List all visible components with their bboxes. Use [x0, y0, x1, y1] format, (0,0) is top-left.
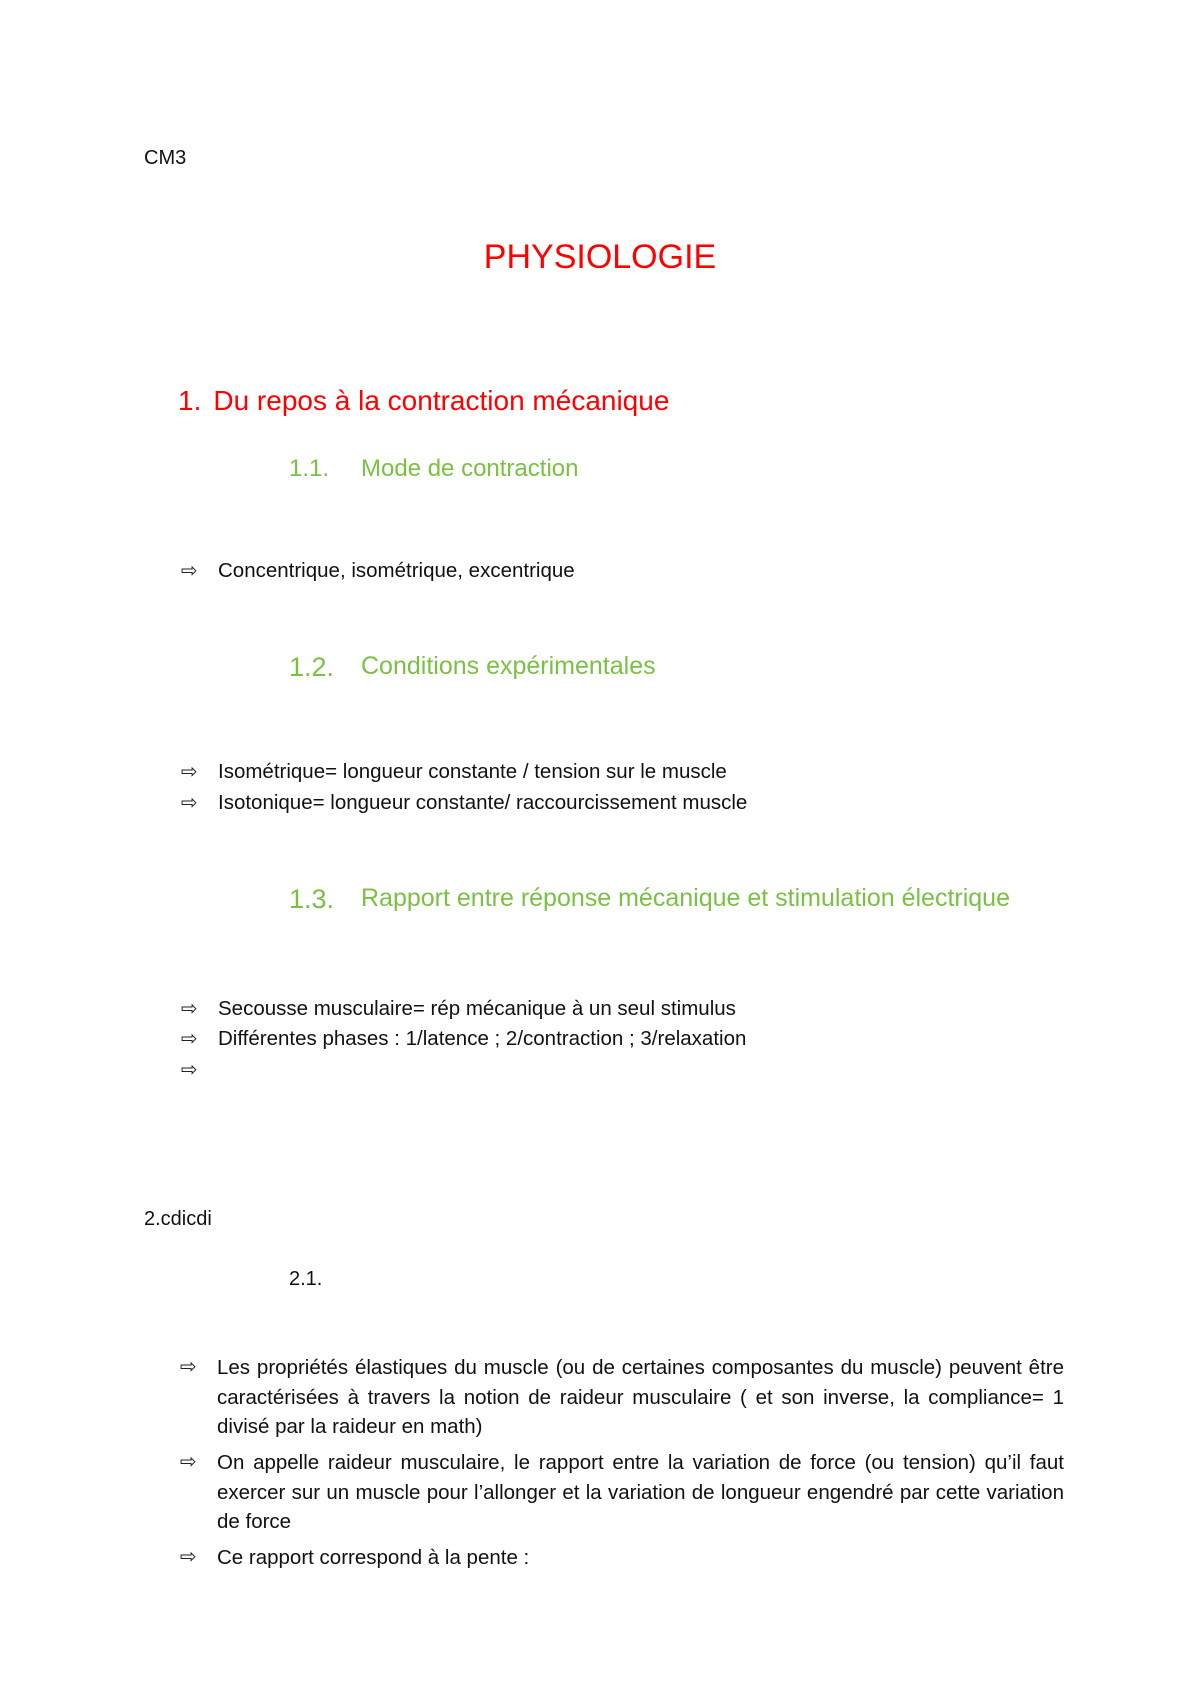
bullet-text: Concentrique, isométrique, excentrique	[218, 559, 575, 582]
arrow-icon: ⇨	[180, 1546, 197, 1568]
bullet-text: Différentes phases : 1/latence ; 2/contraction ; 3/relaxation	[218, 1027, 747, 1050]
subsection-title: Rapport entre réponse mécanique et stimulation électrique	[361, 884, 1010, 912]
paragraph-text: Les propriétés élastiques du muscle (ou de certaines composantes du muscle) peuvent être caractérisées à travers la notion de raideur musculaire ( et son inverse, la compliance= 1 divisé par la raideur en math)	[217, 1356, 1064, 1438]
bullet-text: Isométrique= longueur constante / tension sur le muscle	[218, 760, 727, 783]
subsection-title: Mode de contraction	[361, 455, 579, 482]
bullet-text: Secousse musculaire= rép mécanique à un seul stimulus	[218, 997, 736, 1020]
arrow-icon: ⇨	[180, 1451, 197, 1473]
bullet-text: Isotonique= longueur constante/ raccourcissement muscle	[218, 791, 748, 814]
document-title: PHYSIOLOGIE	[483, 238, 717, 276]
arrow-icon: ⇨	[180, 1356, 197, 1378]
course-code: CM3	[144, 147, 187, 169]
subsection-number: 1.3.	[289, 884, 335, 914]
arrow-icon: ⇨	[181, 1028, 198, 1050]
arrow-icon: ⇨	[181, 761, 198, 783]
subsection-number: 1.2.	[289, 652, 335, 682]
arrow-icon: ⇨	[181, 998, 198, 1020]
subsection-2-1-heading: 2.1.	[289, 1268, 323, 1290]
paragraph-text: On appelle raideur musculaire, le rapport entre la variation de force (ou tension) qu’il faut exercer sur un muscle pour l’allonger et la variation de longueur engendré par cette variation de force	[217, 1451, 1064, 1533]
paragraph-item	[180, 1543, 1064, 1573]
arrow-icon: ⇨	[181, 1059, 198, 1081]
section-1-title: Du repos à la contraction mécanique	[213, 385, 670, 416]
paragraph-text: Ce rapport correspond à la pente :	[217, 1546, 530, 1569]
section-1-number: 1.	[178, 385, 202, 416]
arrow-icon: ⇨	[181, 560, 198, 582]
subsection-number: 1.1.	[289, 455, 330, 482]
section-1-heading	[178, 385, 669, 417]
section-2-heading: 2.cdicdi	[144, 1208, 212, 1230]
subsection-title: Conditions expérimentales	[361, 652, 656, 680]
paragraph-item	[180, 1448, 1064, 1537]
arrow-icon: ⇨	[181, 792, 198, 814]
paragraph-item	[180, 1353, 1064, 1442]
